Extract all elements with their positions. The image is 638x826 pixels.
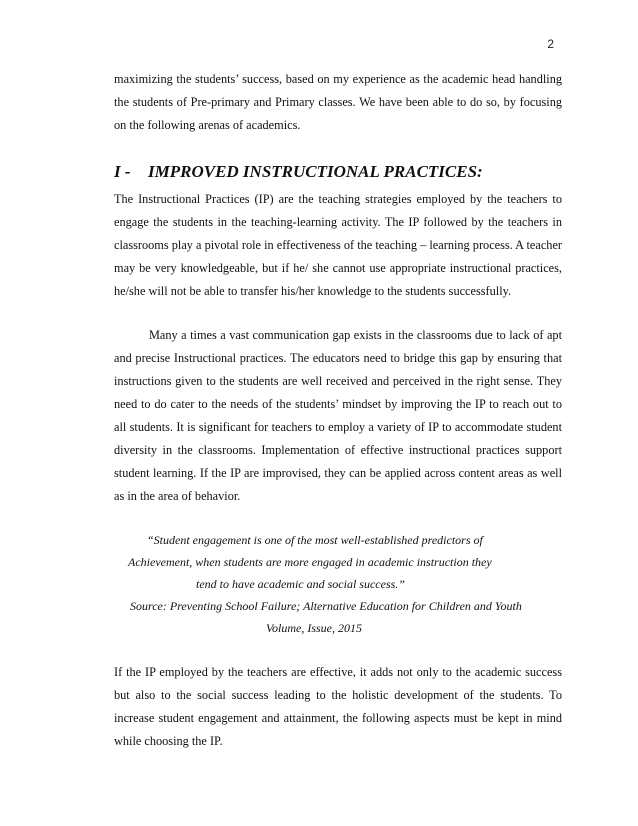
- block-quote: [114, 529, 562, 639]
- quote-source: Source: Preventing School Failure; Alternative Education for Children and Youth: [130, 599, 522, 613]
- intro-paragraph: maximizing the students’ success, based on my experience as the academic head handling the students of Pre-primary and Primary classes. We have been able to do so, by focusing on the following arenas of academics.: [114, 72, 562, 132]
- page-number: 2: [547, 37, 554, 51]
- quote-volume: Volume, Issue, 2015: [266, 621, 362, 635]
- section-title: IMPROVED INSTRUCTIONAL PRACTICES:: [148, 162, 483, 181]
- section-heading: [114, 159, 562, 185]
- body-paragraph-3: If the IP employed by the teachers are effective, it adds not only to the academic success but also to the social success leading to the holistic development of the students. To increase student engagement and attainment, the following aspects must be kept in mind while choosing the IP.: [114, 665, 562, 748]
- page-content: [114, 68, 562, 753]
- quote-line-1: “Student engagement is one of the most well-established predictors of: [147, 533, 483, 547]
- section-numeral: I -: [114, 162, 131, 181]
- body-paragraph-1: The Instructional Practices (IP) are the teaching strategies employed by the teachers to engage the students in the teaching-learning activity. The IP followed by the teachers in classrooms play a pivotal role in effectiveness of the teaching – learning process. A teacher may be very knowledgeable, but if he/ she cannot use appropriate instructional practices, he/she will not be able to transfer his/her knowledge to the students successfully.: [114, 192, 562, 298]
- quote-line-3: tend to have academic and social success.”: [196, 577, 405, 591]
- body-paragraph-2: Many a times a vast communication gap exists in the classrooms due to lack of apt and precise Instructional practices. The educators need to bridge this gap by ensuring that instructions given to the students are well received and perceived in the right sense. They need to do cater to the needs of the students’ mindset by improving the IP to reach out to all students. It is significant for teachers to employ a variety of IP to accommodate student diversity in the classrooms. Implementation of effective instructional practices support student learning. If the IP are improvised, they can be applied across content areas as well as in the area of behavior.: [114, 328, 562, 503]
- quote-line-2: Achievement, when students are more engaged in academic instruction they: [128, 555, 492, 569]
